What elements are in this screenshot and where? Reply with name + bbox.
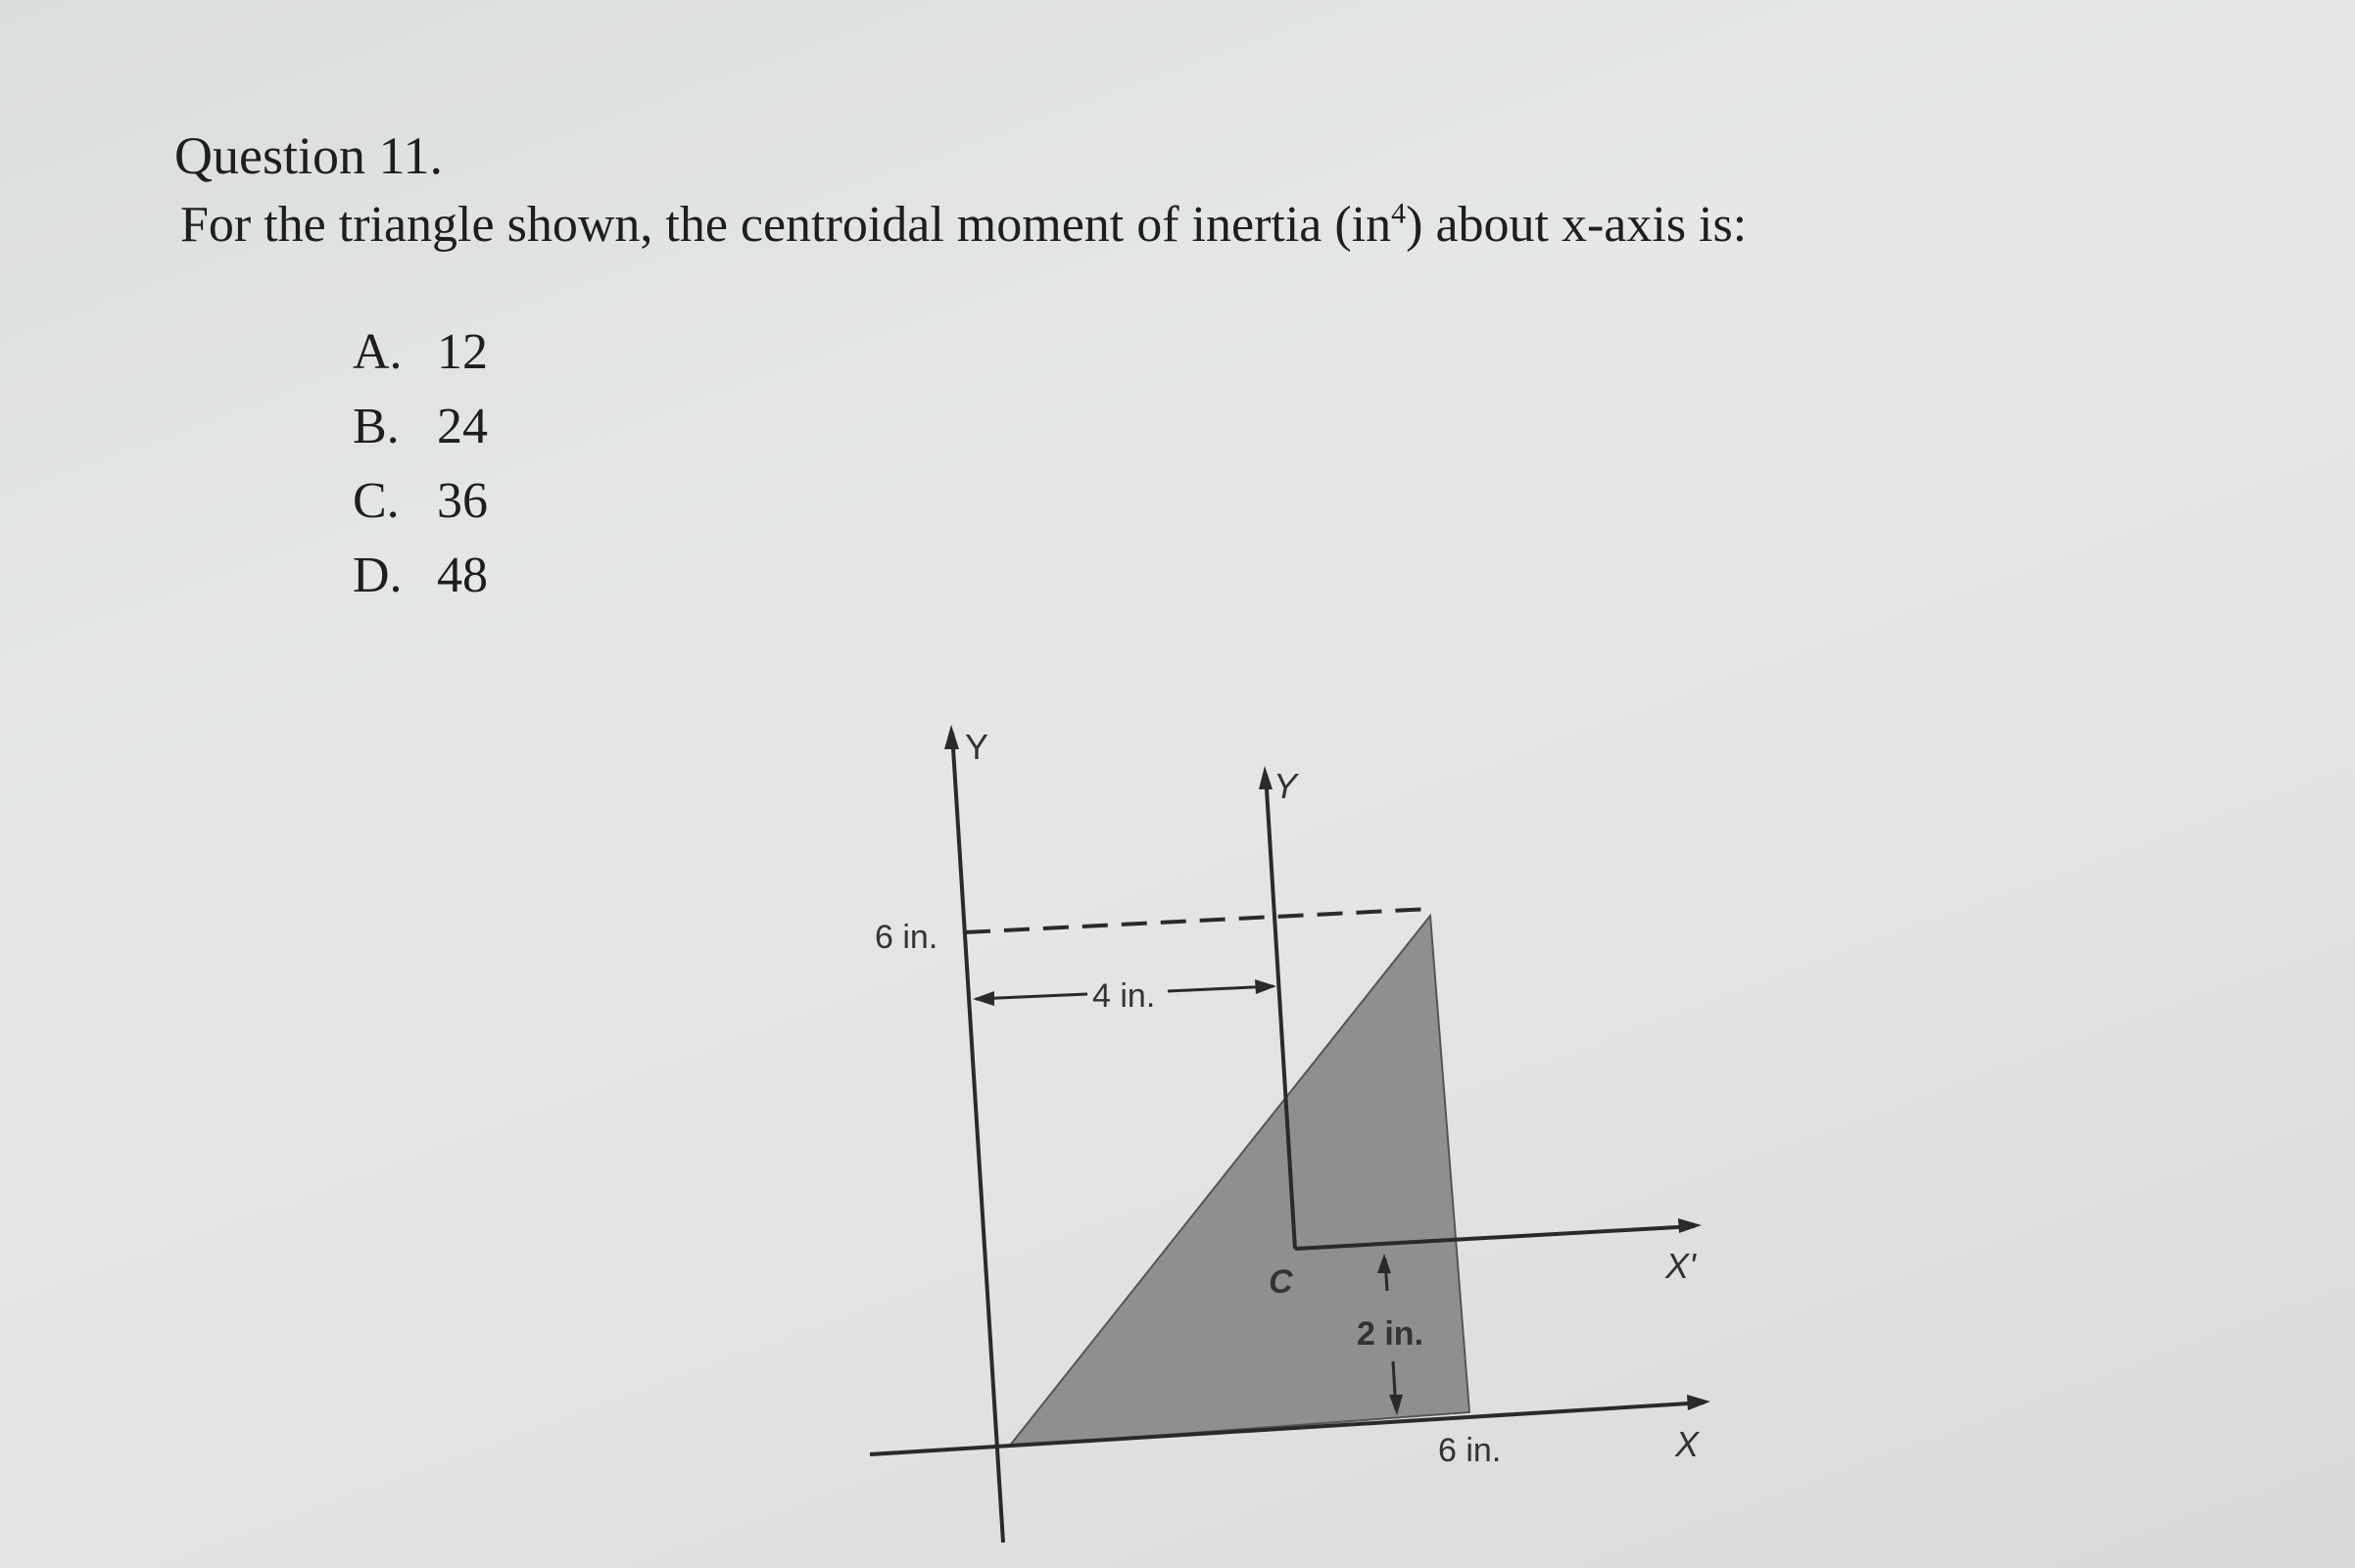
option-letter: C. <box>353 473 400 529</box>
height-dashed-line <box>965 909 1430 932</box>
y-axis-label: Y <box>965 727 989 767</box>
option-value: 12 <box>437 324 488 380</box>
y-prime-label: Y <box>1274 766 1298 806</box>
option-value: 24 <box>437 399 488 454</box>
unit-exponent: 4 <box>1391 197 1407 230</box>
centroid-y-dimension-label: 2 in. <box>1357 1315 1424 1353</box>
option-letter: B. <box>353 399 400 454</box>
y-prime-axis-arrow <box>1259 766 1273 789</box>
x-prime-axis-arrow <box>1678 1218 1702 1233</box>
option-letter: A. <box>353 324 403 380</box>
centroid-x-arrow-right <box>1255 979 1276 994</box>
question-text-main: For the triangle shown, the centroidal moment of inertia (in <box>180 197 1392 253</box>
option-value: 48 <box>437 547 488 603</box>
question-title: Question 11. <box>174 126 443 185</box>
base-dimension-label: 6 in. <box>1438 1432 1502 1469</box>
option-value: 36 <box>437 473 488 529</box>
option-letter: D. <box>353 547 403 603</box>
x-axis-arrow <box>1687 1395 1710 1410</box>
x-prime-label: X' <box>1665 1246 1696 1286</box>
centroid-x-arrow-left <box>973 991 994 1006</box>
height-dimension-label: 6 in. <box>875 919 938 956</box>
centroid-x-dimension-label: 4 in. <box>1092 977 1156 1015</box>
y-axis <box>952 733 1003 1543</box>
question-text-end: ) about x-axis is: <box>1406 197 1748 253</box>
centroid-label: C <box>1269 1263 1293 1301</box>
y-axis-arrow <box>944 725 959 749</box>
x-axis-label: X <box>1675 1424 1700 1464</box>
